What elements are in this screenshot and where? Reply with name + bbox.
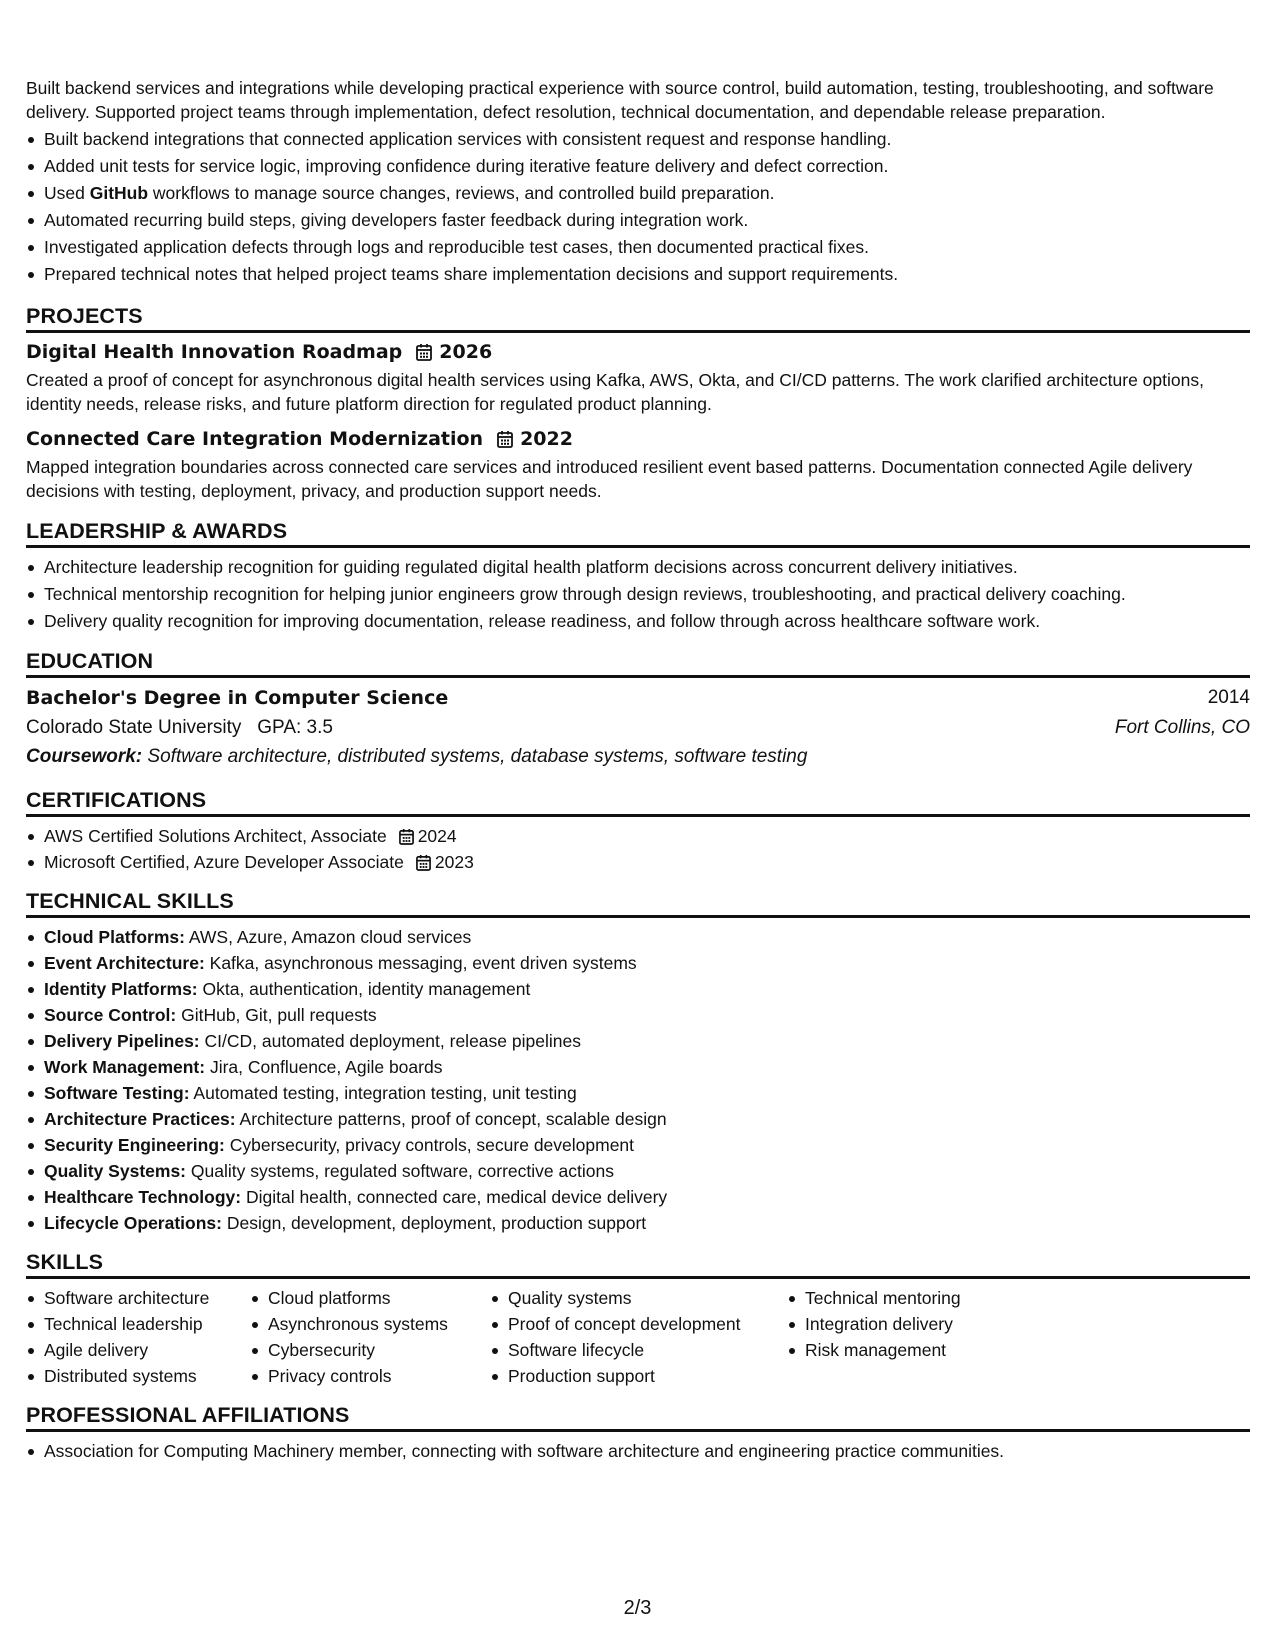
- skill-category: Cloud Platforms:: [44, 927, 185, 947]
- certification-year: 2024: [417, 826, 457, 846]
- skill-category: Event Architecture:: [44, 953, 205, 973]
- degree: Bachelor's Degree in Computer Science: [26, 687, 449, 709]
- list-item: Technical mentoring: [787, 1285, 1047, 1311]
- calendar-icon: [416, 343, 432, 361]
- list-item: Software lifecycle: [490, 1337, 787, 1363]
- list-item: Cloud platforms: [250, 1285, 490, 1311]
- skill-values: Automated testing, integration testing, unit testing: [189, 1083, 577, 1103]
- certification-year: 2023: [434, 852, 474, 872]
- skill-values: Jira, Confluence, Agile boards: [205, 1057, 443, 1077]
- project-title: [26, 341, 1250, 363]
- calendar-icon: [416, 854, 431, 871]
- skill-category: Software Testing:: [44, 1083, 190, 1103]
- skill-values: Cybersecurity, privacy controls, secure development: [224, 1135, 635, 1155]
- list-item: [26, 950, 1250, 976]
- list-item: [26, 849, 1250, 875]
- skill-category: Source Control:: [44, 1005, 177, 1025]
- project-description: Mapped integration boundaries across connected care services and introduced resilient event based patterns. Documentation connected Agile delivery decisions with testing, deployment, privacy, and production support needs.: [26, 457, 1193, 501]
- skill-values: Digital health, connected care, medical device delivery: [241, 1187, 668, 1207]
- list-item: [26, 1158, 1250, 1184]
- list-item: Asynchronous systems: [250, 1311, 490, 1337]
- skill-values: Kafka, asynchronous messaging, event driven systems: [204, 953, 637, 973]
- skill-values: Design, development, deployment, production support: [221, 1213, 647, 1233]
- list-item: Technical mentorship recognition for helping junior engineers grow through design reviews, troubleshooting, and practical delivery coaching.: [26, 581, 1250, 608]
- certifications-list: [26, 823, 1250, 875]
- skill-category: Security Engineering:: [44, 1135, 225, 1155]
- certification-date: [399, 823, 457, 849]
- skills-column: [250, 1285, 490, 1389]
- list-item: [26, 1080, 1250, 1106]
- technical-skills-list: [26, 924, 1250, 1236]
- projects-heading: PROJECTS: [26, 304, 1250, 333]
- list-item: Added unit tests for service logic, improving confidence during iterative feature delivery and defect correction.: [26, 153, 1250, 180]
- list-item: [26, 976, 1250, 1002]
- list-item: Used GitHub workflows to manage source changes, reviews, and controlled build preparation.: [26, 180, 1250, 207]
- list-item: Agile delivery: [26, 1337, 250, 1363]
- list-item: [26, 924, 1250, 950]
- coursework-label: Coursework:: [26, 746, 143, 767]
- list-item: Built backend integrations that connected application services with consistent request and response handling.: [26, 126, 1250, 153]
- leadership-heading: LEADERSHIP & AWARDS: [26, 519, 1250, 548]
- affiliations-list: [26, 1438, 1250, 1465]
- skill-values: CI/CD, automated deployment, release pipelines: [199, 1031, 581, 1051]
- leadership-list: [26, 554, 1250, 635]
- list-item: [26, 1106, 1250, 1132]
- skill-category: Quality Systems:: [44, 1161, 186, 1181]
- project-year: 2022: [520, 428, 573, 450]
- list-item: [26, 823, 1250, 849]
- list-item: Quality systems: [490, 1285, 787, 1311]
- education-school-row: [26, 715, 1250, 741]
- skill-category: Healthcare Technology:: [44, 1187, 242, 1207]
- certification-name: AWS Certified Solutions Architect, Associate: [44, 826, 387, 846]
- gpa: GPA: 3.5: [257, 717, 333, 738]
- skill-values: Architecture patterns, proof of concept, scalable design: [235, 1109, 667, 1129]
- list-item: Prepared technical notes that helped project teams share implementation decisions and support requirements.: [26, 261, 1250, 288]
- list-item: Proof of concept development: [490, 1311, 787, 1337]
- skill-category: Work Management:: [44, 1057, 206, 1077]
- list-item: [26, 1184, 1250, 1210]
- school-location: Fort Collins, CO: [1114, 717, 1250, 738]
- school: [26, 715, 333, 741]
- skill-category: Architecture Practices:: [44, 1109, 236, 1129]
- list-item: [26, 1028, 1250, 1054]
- list-item: Association for Computing Machinery member, connecting with software architecture and engineering practice communities.: [26, 1438, 1250, 1465]
- school-name: Colorado State University: [26, 717, 242, 738]
- skills-heading: SKILLS: [26, 1250, 1250, 1279]
- project-name: Connected Care Integration Modernization: [26, 428, 484, 450]
- skills-column: [787, 1285, 1047, 1389]
- experience-intro: Built backend services and integrations while developing practical experience with source control, build automation, testing, troubleshooting, and software delivery. Supported project teams through implementation, defect resolution, technical documentation, and dependable release preparation.: [26, 78, 1214, 122]
- resume-page: [26, 76, 1250, 1465]
- project-date: [416, 341, 492, 363]
- list-item: Production support: [490, 1363, 787, 1389]
- list-item: [26, 1054, 1250, 1080]
- skill-category: Identity Platforms:: [44, 979, 198, 999]
- list-item: Integration delivery: [787, 1311, 1047, 1337]
- graduation-year: 2014: [1207, 687, 1250, 708]
- list-item: Cybersecurity: [250, 1337, 490, 1363]
- skill-values: AWS, Azure, Amazon cloud services: [184, 927, 472, 947]
- skill-category: Delivery Pipelines:: [44, 1031, 200, 1051]
- experience-bullets: [26, 126, 1250, 288]
- skills-grid: [26, 1285, 1250, 1389]
- project-description: Created a proof of concept for asynchronous digital health services using Kafka, AWS, Okta, and CI/CD patterns. The work clarified architecture options, identity needs, release risks, and future platform direction for regulated product planning.: [26, 370, 1204, 414]
- list-item: Architecture leadership recognition for guiding regulated digital health platform decisions across concurrent delivery initiatives.: [26, 554, 1250, 581]
- education-degree-row: [26, 685, 1250, 711]
- coursework-list: Software architecture, distributed systems, database systems, software testing: [142, 746, 808, 767]
- skill-category: Lifecycle Operations:: [44, 1213, 222, 1233]
- project-title: [26, 428, 1250, 450]
- list-item: Risk management: [787, 1337, 1047, 1363]
- list-item: Delivery quality recognition for improving documentation, release readiness, and follow through across healthcare software work.: [26, 608, 1250, 635]
- calendar-icon: [497, 430, 513, 448]
- list-item: Technical leadership: [26, 1311, 250, 1337]
- project-year: 2026: [439, 341, 493, 363]
- certification-date: [416, 849, 474, 875]
- list-item: [26, 1002, 1250, 1028]
- affiliations-heading: PROFESSIONAL AFFILIATIONS: [26, 1403, 1250, 1432]
- education-heading: EDUCATION: [26, 649, 1250, 678]
- list-item: Automated recurring build steps, giving developers faster feedback during integration work.: [26, 207, 1250, 234]
- skills-column: [26, 1285, 250, 1389]
- coursework: [26, 744, 1250, 770]
- list-item: Investigated application defects through logs and reproducible test cases, then documented practical fixes.: [26, 234, 1250, 261]
- skill-values: Quality systems, regulated software, corrective actions: [186, 1161, 614, 1181]
- list-item: Software architecture: [26, 1285, 250, 1311]
- list-item: [26, 1132, 1250, 1158]
- list-item: Privacy controls: [250, 1363, 490, 1389]
- skill-values: GitHub, Git, pull requests: [176, 1005, 377, 1025]
- certifications-heading: CERTIFICATIONS: [26, 788, 1250, 817]
- calendar-icon: [399, 828, 414, 845]
- skill-values: Okta, authentication, identity management: [197, 979, 531, 999]
- certification-name: Microsoft Certified, Azure Developer Associate: [44, 852, 404, 872]
- skills-column: [490, 1285, 787, 1389]
- list-item: [26, 1210, 1250, 1236]
- technical-skills-heading: TECHNICAL SKILLS: [26, 889, 1250, 918]
- project-name: Digital Health Innovation Roadmap: [26, 341, 403, 363]
- page-number: 2/3: [623, 1597, 652, 1619]
- project-date: [497, 428, 573, 450]
- list-item: Distributed systems: [26, 1363, 250, 1389]
